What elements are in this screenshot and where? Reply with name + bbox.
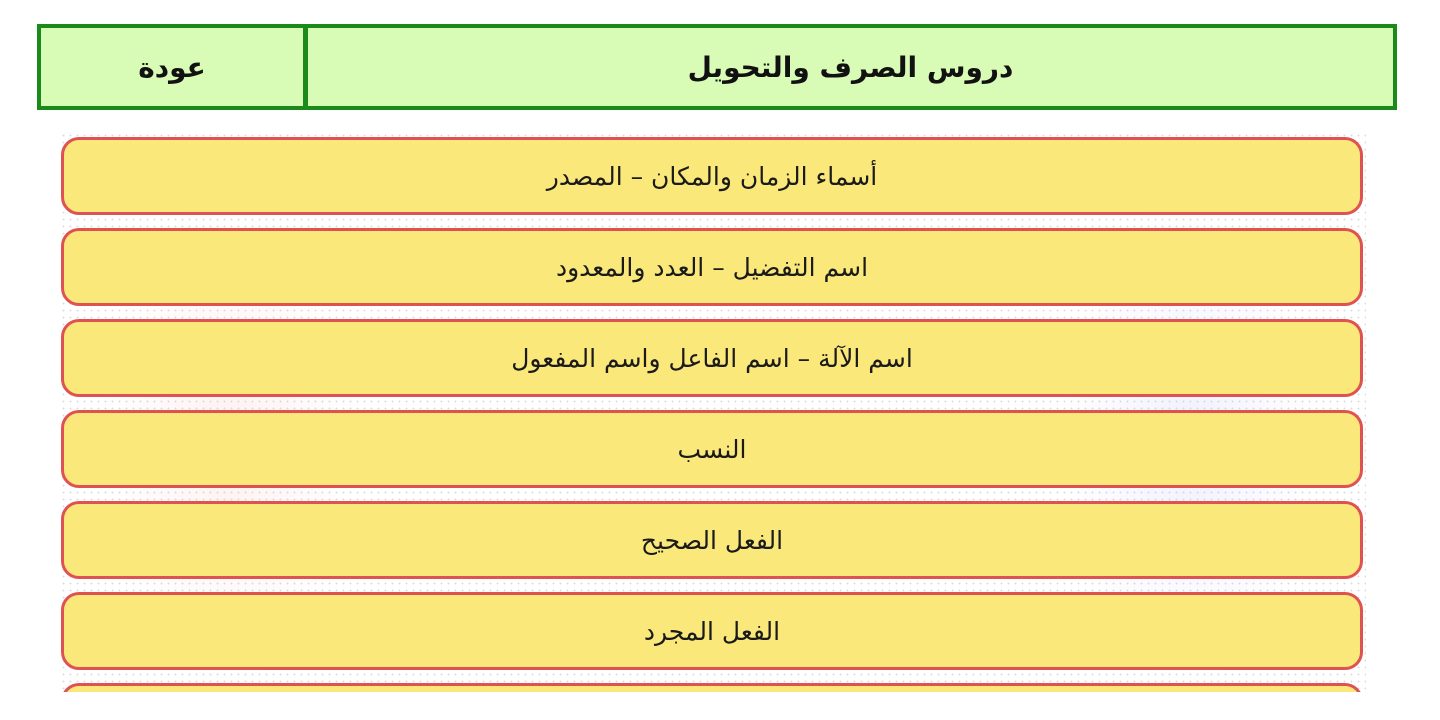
page-title: دروس الصرف والتحويل <box>687 50 1014 84</box>
lesson-item-label: الفعل المجرد <box>643 616 781 646</box>
lesson-item-instrument-participles[interactable] <box>61 319 1363 397</box>
lesson-item-bare-verb[interactable] <box>61 592 1363 670</box>
lesson-item-label: أسماء الزمان والمكان – المصدر <box>546 161 878 191</box>
lesson-item-sound-verb[interactable] <box>61 501 1363 579</box>
back-button[interactable] <box>41 28 308 106</box>
lesson-item-partial[interactable] <box>61 683 1363 692</box>
lesson-item-nisba[interactable] <box>61 410 1363 488</box>
header-bar <box>37 24 1397 110</box>
lesson-item-label: الفعل الصحيح <box>640 525 784 555</box>
lesson-item-label: اسم التفضيل – العدد والمعدود <box>555 252 869 282</box>
lesson-item-label: النسب <box>677 434 747 464</box>
page-title-cell <box>308 28 1393 106</box>
lesson-list[interactable] <box>60 132 1366 692</box>
lesson-item-comparative-numbers[interactable] <box>61 228 1363 306</box>
back-button-label: عودة <box>138 50 206 84</box>
lesson-item-time-place-nouns[interactable] <box>61 137 1363 215</box>
lesson-item-label: اسم الآلة – اسم الفاعل واسم المفعول <box>511 343 913 373</box>
